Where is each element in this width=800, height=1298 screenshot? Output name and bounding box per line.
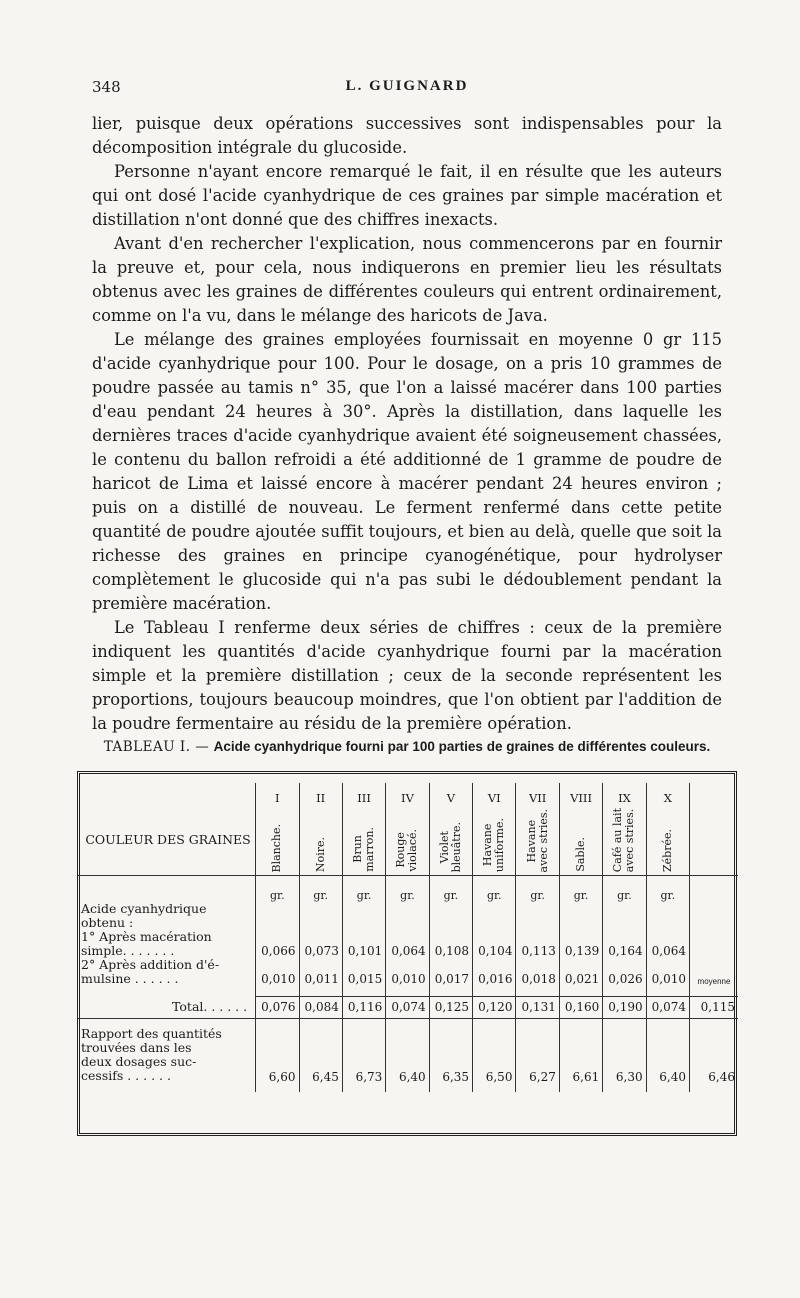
col-roman: IX — [603, 783, 646, 805]
table-cell: 0,125 — [429, 996, 472, 1018]
table-cell: 0,131 — [516, 996, 559, 1018]
table-cell: 0,017 — [429, 958, 472, 986]
col-color: Violet bleuâtre. — [437, 821, 463, 872]
table-cell: 0,164 — [603, 930, 646, 958]
col-roman: II — [299, 783, 342, 805]
data-table — [78, 783, 738, 1092]
table-cell: 6,73 — [342, 1018, 385, 1092]
col-color: Rouge violacé. — [394, 829, 420, 872]
table-cell: 0,064 — [646, 930, 689, 958]
page-header — [92, 78, 722, 102]
col-roman: V — [429, 783, 472, 805]
table-cell: 0,015 — [342, 958, 385, 986]
ratio-label: Rapport des quantités trouvées dans les deux dosages suc- cessifs . . . . . . — [78, 1018, 256, 1092]
table-cell: 0,084 — [299, 996, 342, 1018]
table-cell: 6,50 — [473, 1018, 516, 1092]
col-roman: III — [342, 783, 385, 805]
table-cell: 0,113 — [516, 930, 559, 958]
table-cell: 6,61 — [559, 1018, 602, 1092]
table-cell: 6,35 — [429, 1018, 472, 1092]
table-cell: 6,27 — [516, 1018, 559, 1092]
table-cell: 0,139 — [559, 930, 602, 958]
table-color-row — [78, 805, 738, 876]
table-caption-title: Acide cyanhydrique fourni par 100 parties de graines de différentes couleurs. — [213, 739, 711, 754]
table-cell: 0,010 — [386, 958, 429, 986]
unit-label: gr. — [646, 876, 689, 903]
row-header-label: COULEUR DES GRAINES — [78, 805, 256, 876]
table-cell: 6,40 — [646, 1018, 689, 1092]
paragraph-5: Le Tableau I renferme deux séries de chiffres : ceux de la première indiquent les quantités d'acide cyanhydrique fourni par la macération simple et la première distillation ; ceux de la seconde représentent les proportions, toujours beaucoup moindres, que l'on obtient par l'addition de la poudre fermentaire au résidu de la première opération. — [92, 618, 722, 733]
col-roman: I — [256, 783, 299, 805]
col-roman: VII — [516, 783, 559, 805]
table-cell: 0,066 — [256, 930, 299, 958]
col-roman: VIII — [559, 783, 602, 805]
unit-label: gr. — [429, 876, 472, 903]
col-roman: IV — [386, 783, 429, 805]
table-row-ratio — [78, 1018, 738, 1092]
row-label-maceration: 1° Après macération simple. . . . . . . — [78, 930, 256, 958]
table-cell: 0,074 — [646, 996, 689, 1018]
table-cell: 0,026 — [603, 958, 646, 986]
table-cell: 0,101 — [342, 930, 385, 958]
table-cell: 0,011 — [299, 958, 342, 986]
paragraph-3: Avant d'en rechercher l'explication, nous commencerons par en fournir la preuve et, pour cela, nous indiquerons en premier lieu les résultats obtenus avec les graines de différentes couleurs qui entrent ordinairement, comme on l'a vu, dans le mélange des haricots de Java. — [92, 234, 722, 325]
total-mean: 0,115 — [690, 996, 738, 1018]
table-row-total — [78, 996, 738, 1018]
table-cell: 0,120 — [473, 996, 516, 1018]
table-cell: 0,104 — [473, 930, 516, 958]
unit-label: gr. — [516, 876, 559, 903]
table-cell: 0,190 — [603, 996, 646, 1018]
acid-label: Acide cyanhydrique obtenu : — [78, 902, 256, 930]
table-cell: 0,076 — [256, 996, 299, 1018]
table-cell: 0,010 — [646, 958, 689, 986]
table-cell: 0,160 — [559, 996, 602, 1018]
col-roman: VI — [473, 783, 516, 805]
running-head: L. GUIGNARD — [345, 78, 469, 94]
paragraph-4: Le mélange des graines employées fournissait en moyenne 0 gr 115 d'acide cyanhydrique pour 100. Pour le dosage, on a pris 10 grammes de poudre passée au tamis n° 35, que l'on a laissé macérer dans 100 parties d'eau pendant 24 heures à 30°. Après la distillation, dans laquelle les dernières traces d'acide cyanhydrique avaient été soigneusement chassées, le contenu du ballon refroidi a été additionné de 1 gramme de poudre de haricot de Lima et laissé encore à macérer pendant 24 heures environ ; puis on a distillé de nouveau. Le ferment renfermé dans cette petite quantité de poudre ajoutée suffit toujours, et bien au delà, quelle que soit la richesse des graines en principe cyanogénétique, pour hydrolyser complètement le glucoside qui n'a pas subi le dédoublement pendant la première macération. — [92, 330, 722, 613]
row-label-emulsine: 2° Après addition d'é- mulsine . . . . . . — [78, 958, 256, 986]
table-cell: 6,60 — [256, 1018, 299, 1092]
table-cell: 0,021 — [559, 958, 602, 986]
unit-label: gr. — [386, 876, 429, 903]
table-cell: 6,45 — [299, 1018, 342, 1092]
unit-label: gr. — [342, 876, 385, 903]
ratio-mean: 6,46 — [690, 1018, 738, 1092]
table-cell: 0,016 — [473, 958, 516, 986]
unit-label: gr. — [299, 876, 342, 903]
table-cell: 6,30 — [603, 1018, 646, 1092]
col-roman: X — [646, 783, 689, 805]
col-color: Café au lait avec stries. — [611, 807, 637, 872]
col-color: Zébrée. — [660, 829, 674, 872]
unit-label: gr. — [256, 876, 299, 903]
table-cell: 6,40 — [386, 1018, 429, 1092]
table-unit-row — [78, 876, 738, 903]
table-acid-row — [78, 902, 738, 930]
page-number: 348 — [92, 78, 121, 96]
table-cell: 0,116 — [342, 996, 385, 1018]
body-text — [92, 112, 722, 736]
col-color: Havane uniforme. — [481, 817, 507, 872]
table-cell: 0,064 — [386, 930, 429, 958]
col-color: Noire. — [313, 836, 327, 872]
table-cell: 0,108 — [429, 930, 472, 958]
table-cell: 0,018 — [516, 958, 559, 986]
col-color: Sable. — [574, 837, 588, 872]
unit-label: gr. — [559, 876, 602, 903]
unit-label: gr. — [473, 876, 516, 903]
table-cell: 0,010 — [256, 958, 299, 986]
col-color: Brun marron. — [351, 827, 377, 872]
table-caption — [92, 739, 722, 755]
table-cell: 0,074 — [386, 996, 429, 1018]
unit-label: gr. — [603, 876, 646, 903]
table-cell: 0,073 — [299, 930, 342, 958]
paragraph-1: lier, puisque deux opérations successives sont indispensables pour la décomposition intégrale du glucoside. — [92, 114, 722, 157]
table-caption-label: TABLEAU I. — — [103, 739, 210, 755]
table-row-emulsine — [78, 958, 738, 986]
mean-label: moyenne — [697, 977, 731, 986]
table-row-maceration — [78, 930, 738, 958]
table-roman-row — [78, 783, 738, 805]
col-color: Blanche. — [270, 823, 284, 872]
total-label: Total. . . . . . — [78, 996, 256, 1018]
paragraph-2: Personne n'ayant encore remarqué le fait, il en résulte que les auteurs qui ont dosé l'acide cyanhydrique de ces graines par simple macération et distillation n'ont donné que des chiffres inexacts. — [92, 162, 722, 229]
col-color: Havane avec stries. — [524, 808, 550, 872]
